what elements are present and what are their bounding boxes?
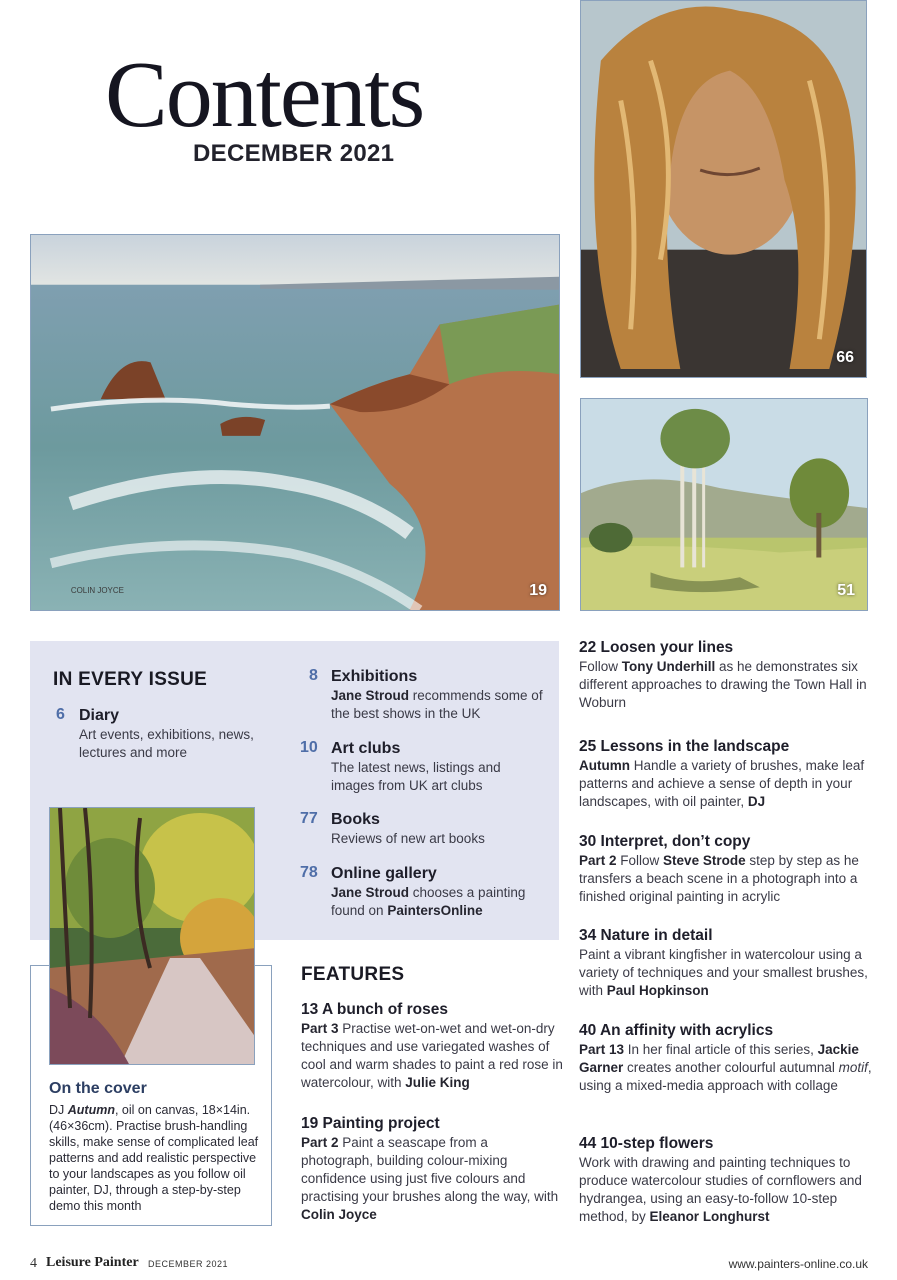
cover-heading: On the cover: [49, 1080, 147, 1097]
entry-title: Books: [331, 811, 380, 828]
page-number-badge: 51: [837, 582, 855, 599]
landscape-painting: [580, 398, 868, 611]
footer-date: DECEMBER 2021: [148, 1259, 229, 1269]
entry-author: DJ: [747, 794, 766, 809]
in-every-issue-heading: IN EVERY ISSUE: [53, 669, 208, 690]
cover-painting: [49, 807, 255, 1065]
entry-title: 25 Lessons in the landscape: [579, 738, 790, 755]
entry-page-number: 77: [300, 810, 318, 827]
feature-entry-30[interactable]: [579, 832, 874, 906]
seascape-painting: [30, 234, 560, 611]
entry-author: Tony Underhill: [621, 659, 716, 674]
cover-work-title: Autumn: [67, 1103, 115, 1117]
entry-title: 34 Nature in detail: [579, 927, 713, 944]
footer-page-number: 4: [30, 1256, 37, 1271]
entry-description: Part 13 In her final article of this series, Jackie Garner creates another colourful autumnal motif, using a mixed-media approach with collage: [579, 1042, 872, 1093]
features-heading: FEATURES: [301, 964, 405, 985]
contents-entry-online-gallery[interactable]: [300, 864, 540, 920]
entry-page-number: 10: [300, 739, 318, 756]
entry-title: 13 A bunch of roses: [301, 1001, 448, 1018]
page-number-badge: 19: [529, 582, 547, 599]
entry-description: Reviews of new art books: [331, 831, 485, 846]
entry-title: Art clubs: [331, 740, 401, 757]
contents-entry-diary[interactable]: [56, 706, 266, 762]
entry-page-number: 6: [56, 706, 65, 723]
entry-description: The latest news, listings and images from UK art clubs: [331, 760, 501, 793]
feature-entry-44[interactable]: [579, 1134, 874, 1226]
cover-description: DJ Autumn, oil on canvas, 18×14in. (46×36cm). Practise brush-handling skills, make sense of complicated leaf patterns and add realistic perspective to your landscapes as you follow oil painter, DJ, through a step-by-step demo this month: [49, 1103, 259, 1213]
feature-entry-13[interactable]: [301, 1000, 563, 1092]
entry-title: Diary: [79, 707, 120, 724]
entry-author: Julie King: [405, 1075, 470, 1090]
entry-author: Jackie Garner: [579, 1042, 859, 1075]
entry-description: Jane Stroud recommends some of the best shows in the UK: [331, 688, 543, 721]
feature-entry-40[interactable]: [579, 1021, 874, 1095]
entry-title: Exhibitions: [331, 668, 418, 685]
page-title: Contents: [105, 43, 424, 147]
feature-entry-22[interactable]: [579, 638, 874, 712]
entry-site: PaintersOnline: [387, 903, 483, 918]
entry-author: Colin Joyce: [301, 1207, 377, 1222]
entry-description: Part 2 Follow Steve Strode step by step as he transfers a beach scene in a photograph into a finished original painting in acrylic: [579, 853, 859, 904]
entry-title: 40 An affinity with acrylics: [579, 1022, 774, 1039]
portrait-painting: [580, 0, 867, 378]
entry-description: Jane Stroud chooses a painting found on PaintersOnline: [331, 885, 526, 918]
entry-description: Paint a vibrant kingfisher in watercolour using a variety of techniques and your smallest brushes, with Paul Hopkinson: [579, 947, 868, 998]
contents-entry-art-clubs[interactable]: [300, 739, 540, 795]
contents-entry-books[interactable]: [300, 810, 540, 848]
entry-author: Steve Strode: [663, 853, 746, 868]
entry-page-number: 78: [300, 864, 318, 881]
contents-entry-exhibitions[interactable]: [309, 667, 549, 723]
website-link[interactable]: www.painters-online.co.uk: [728, 1257, 868, 1271]
page-number-badge: 66: [836, 349, 854, 366]
feature-entry-19[interactable]: [301, 1114, 563, 1224]
entry-page-number: 8: [309, 667, 318, 684]
issue-date: DECEMBER 2021: [193, 140, 395, 167]
entry-title: Online gallery: [331, 865, 437, 882]
entry-description: Autumn Handle a variety of brushes, make leaf patterns and achieve a sense of depth in your landscapes, with oil painter, DJ: [579, 758, 865, 809]
feature-entry-34[interactable]: [579, 926, 874, 1000]
entry-author: Eleanor Longhurst: [649, 1209, 770, 1224]
entry-description: Follow Tony Underhill as he demonstrates six different approaches to drawing the Town Hall in Woburn: [579, 659, 867, 710]
page-footer: [30, 1256, 868, 1274]
feature-entry-25[interactable]: [579, 737, 874, 811]
entry-title: 44 10-step flowers: [579, 1135, 714, 1152]
entry-author: Jane Stroud: [331, 885, 410, 900]
entry-title: 22 Loosen your lines: [579, 639, 734, 656]
entry-author: Jane Stroud: [331, 688, 410, 703]
entry-description: Work with drawing and painting techniques to produce watercolour studies of cornflowers and hydrangea, using an easy-to-follow 10-step method, by Eleanor Longhurst: [579, 1155, 862, 1224]
entry-title: 30 Interpret, don’t copy: [579, 833, 751, 850]
magazine-logo: Leisure Painter: [46, 1255, 139, 1270]
entry-author: Paul Hopkinson: [606, 983, 709, 998]
painting-signature: COLIN JOYCE: [70, 586, 124, 596]
entry-description: Art events, exhibitions, news, lectures and more: [79, 727, 254, 760]
entry-description: Part 2 Paint a seascape from a photograph, building colour-mixing confidence using just five colours and practising your brushes along the way, with Colin Joyce: [301, 1135, 559, 1222]
entry-title: 19 Painting project: [301, 1115, 440, 1132]
entry-description: Part 3 Practise wet-on-wet and wet-on-dry techniques and use variegated washes of cool and warm shades to paint a red rose in watercolour, with Julie King: [301, 1021, 563, 1090]
